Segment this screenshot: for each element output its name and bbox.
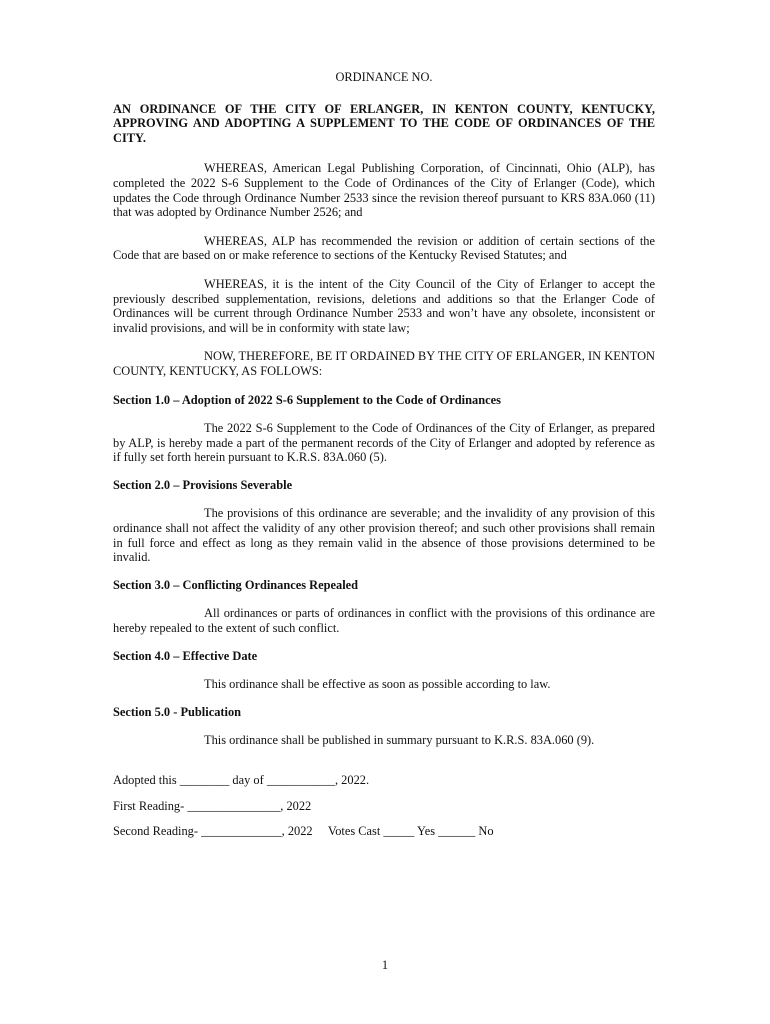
- whereas-paragraph-1: WHEREAS, American Legal Publishing Corporation, of Cincinnati, Ohio (ALP), has completed the 2022 S-6 Supplement to the Code of Ordinances of the City of Erlanger (Code), which updates the Code through Ordinance Number 2533 since the revision thereof pursuant to KRS 83A.060 (11) that was adopted by Ordinance Number 2526; and: [113, 161, 655, 220]
- page-number: 1: [381, 958, 389, 972]
- section-1-heading: Section 1.0 – Adoption of 2022 S-6 Supplement to the Code of Ordinances: [113, 392, 501, 407]
- ordinance-number: ORDINANCE NO.: [335, 70, 433, 84]
- section-3-text: All ordinances or parts of ordinances in conflict with the provisions of this ordinance are hereby repealed to the extent of such conflict.: [113, 606, 655, 636]
- ordinance-page: [113, 70, 655, 839]
- second-reading-line: Second Reading- _____________, 2022 Votes Cast _____ Yes ______ No: [113, 824, 494, 839]
- ordained-paragraph: NOW, THEREFORE, BE IT ORDAINED BY THE CITY OF ERLANGER, IN KENTON COUNTY, KENTUCKY, AS FOLLOWS:: [113, 349, 655, 378]
- section-5-text: This ordinance shall be published in summary pursuant to K.R.S. 83A.060 (9).: [204, 733, 595, 748]
- section-3-heading: Section 3.0 – Conflicting Ordinances Repealed: [113, 577, 359, 592]
- section-2-text: The provisions of this ordinance are severable; and the invalidity of any provision of this ordinance shall not affect the validity of any other provision thereof; and such other provisions shall remain in full force and effect as long as they remain valid in the absence of those provisions determined to be invalid.: [113, 506, 655, 565]
- section-4-heading: Section 4.0 – Effective Date: [113, 648, 258, 663]
- section-2-heading: Section 2.0 – Provisions Severable: [113, 477, 293, 492]
- section-4-text: This ordinance shall be effective as soon as possible according to law.: [204, 677, 551, 692]
- section-5-heading: Section 5.0 - Publication: [113, 704, 242, 719]
- whereas-paragraph-2: WHEREAS, ALP has recommended the revision or addition of certain sections of the Code that are based on or make reference to sections of the Kentucky Revised Statutes; and: [113, 233, 655, 263]
- first-reading-line: First Reading- _______________, 2022: [113, 798, 312, 813]
- ordinance-title: AN ORDINANCE OF THE CITY OF ERLANGER, IN KENTON COUNTY, KENTUCKY, APPROVING AND ADOPTING A SUPPLEMENT TO THE CODE OF ORDINANCES OF THE CITY.: [113, 101, 655, 145]
- adopted-line: Adopted this ________ day of ___________, 2022.: [113, 773, 370, 787]
- section-1-text: The 2022 S-6 Supplement to the Code of Ordinances of the City of Erlanger, as prepared by ALP, is hereby made a part of the permanent records of the City of Erlanger and adopted by reference as if fully set forth herein pursuant to K.R.S. 83A.060 (5).: [113, 421, 655, 465]
- whereas-paragraph-3: WHEREAS, it is the intent of the City Council of the City of Erlanger to accept the previously described supplementation, revisions, deletions and additions so that the Erlanger Code of Ordinances will be current through Ordinance Number 2533 and won’t have any obsolete, inconsistent or invalid provisions, and will be in conformity with state law;: [113, 276, 655, 335]
